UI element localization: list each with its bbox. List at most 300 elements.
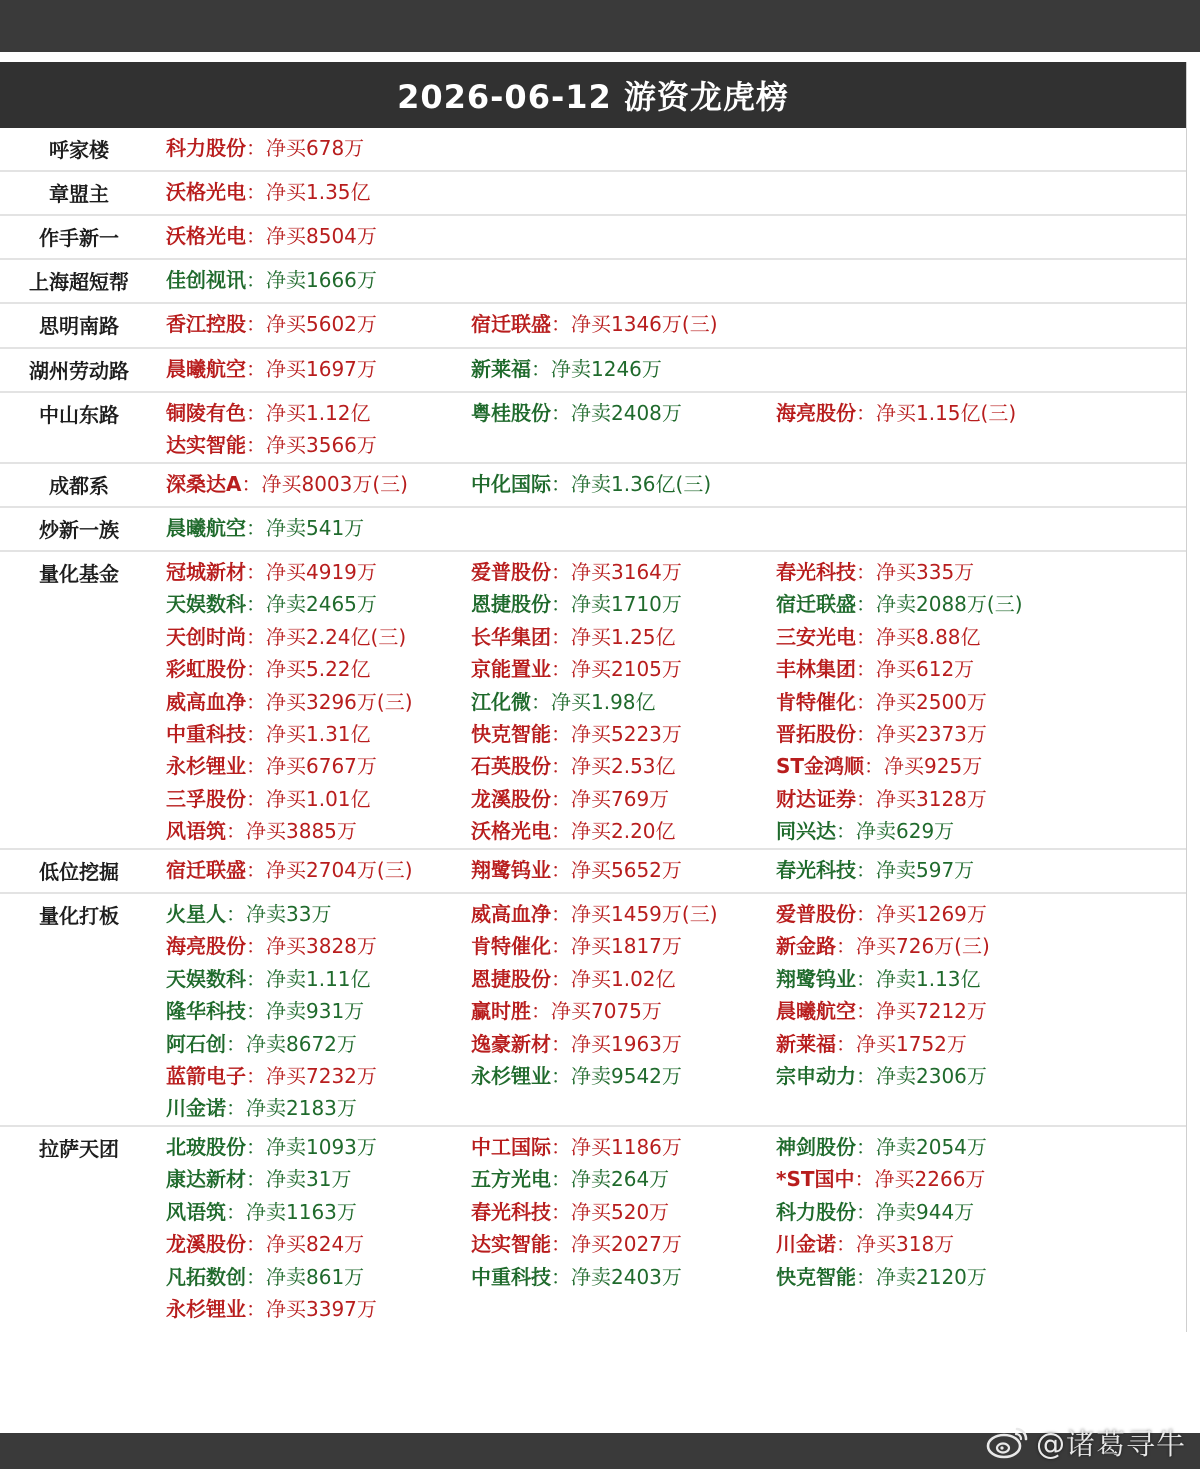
net-amount: 净卖2465万 — [266, 592, 377, 617]
net-amount: 净买8003万(三) — [261, 472, 408, 496]
stock-name: 快克智能 — [471, 722, 551, 747]
net-amount: 净卖8672万 — [246, 1031, 357, 1056]
net-amount: 净买1269万 — [876, 902, 987, 926]
colon-separator: ： — [246, 516, 266, 540]
colon-separator: ： — [551, 560, 571, 584]
trade-item — [776, 1196, 1081, 1228]
stock-name: 宿迁联盛 — [776, 592, 856, 617]
trade-item — [776, 686, 1081, 718]
colon-separator: ： — [226, 1199, 246, 1224]
stock-name: 赢时胜 — [471, 999, 531, 1024]
trader-label: 湖州劳动路 — [29, 359, 129, 383]
stock-name: 沃格光电 — [166, 224, 246, 248]
trade-item — [471, 653, 776, 685]
colon-separator: ： — [856, 966, 876, 991]
trade-item — [471, 1261, 776, 1293]
stock-name: 龙溪股份 — [166, 1232, 246, 1257]
trade-item — [166, 1028, 471, 1060]
colon-separator: ： — [551, 1264, 571, 1289]
colon-separator: ： — [246, 433, 266, 458]
colon-separator: ： — [551, 401, 571, 425]
net-amount: 净卖1163万 — [246, 1199, 357, 1224]
stock-name: ST金鸿顺 — [776, 754, 865, 779]
colon-separator: ： — [551, 624, 571, 649]
net-amount: 净买5602万 — [266, 312, 377, 336]
page-title: 2026-06-12 游资龙虎榜 — [0, 62, 1186, 128]
stock-name: 威高血净 — [471, 902, 551, 926]
trader-label: 章盟主 — [49, 182, 109, 206]
trade-item — [166, 132, 471, 164]
top-status-bar — [0, 0, 1200, 52]
net-amount: 净买5.22亿 — [266, 657, 371, 682]
net-amount: 净买2027万 — [571, 1232, 682, 1257]
trade-list — [158, 132, 1186, 170]
net-amount: 净卖2403万 — [571, 1264, 682, 1289]
trade-item — [776, 588, 1081, 620]
colon-separator: ： — [856, 722, 876, 747]
colon-separator: ： — [551, 1199, 571, 1224]
trade-item — [776, 783, 1081, 815]
stock-name: 春光科技 — [471, 1199, 551, 1224]
colon-separator: ： — [551, 934, 571, 959]
trader-row — [0, 172, 1186, 216]
trader-row — [0, 1127, 1186, 1328]
colon-separator: ： — [246, 858, 266, 882]
colon-separator: ： — [551, 754, 571, 779]
stock-name: 春光科技 — [776, 560, 856, 584]
net-amount: 净买1459万(三) — [571, 902, 718, 926]
net-amount: 净卖2120万 — [876, 1264, 987, 1289]
dragon-tiger-list-sheet — [0, 62, 1187, 1332]
colon-separator: ： — [246, 1064, 266, 1089]
trader-row — [0, 850, 1186, 894]
watermark-text: @诸葛寻牛 — [1035, 1426, 1186, 1461]
net-amount: 净买520万 — [571, 1199, 670, 1224]
stock-name: 川金诺 — [166, 1096, 226, 1121]
net-amount: 净买1.12亿 — [266, 401, 371, 425]
stock-name: 江化微 — [471, 689, 531, 714]
colon-separator: ： — [551, 786, 571, 811]
net-amount: 净买3296万(三) — [266, 689, 413, 714]
stock-name: 晨曦航空 — [776, 999, 856, 1024]
net-amount: 净买1346万(三) — [571, 312, 718, 336]
colon-separator: ： — [246, 180, 266, 204]
net-amount: 净卖597万 — [876, 858, 975, 882]
trade-list — [158, 556, 1186, 848]
net-amount: 净卖2408万 — [571, 401, 682, 425]
stock-name: 新莱福 — [471, 357, 531, 381]
trade-item — [471, 750, 776, 782]
net-amount: 净卖1710万 — [571, 592, 682, 617]
trade-item — [776, 898, 1081, 930]
net-amount: 净买2373万 — [876, 722, 987, 747]
trade-item — [166, 1293, 471, 1325]
stock-name: 春光科技 — [776, 858, 856, 882]
colon-separator: ： — [241, 472, 262, 496]
trade-item — [166, 621, 471, 653]
net-amount: 净买7212万 — [876, 999, 987, 1024]
net-amount: 净买769万 — [571, 786, 670, 811]
trade-item — [166, 963, 471, 995]
trade-item — [776, 815, 1081, 847]
trade-item — [166, 1131, 471, 1163]
net-amount: 净卖1.13亿 — [876, 966, 981, 991]
trade-item — [166, 898, 471, 930]
colon-separator: ： — [246, 624, 266, 649]
net-amount: 净买824万 — [266, 1232, 365, 1257]
trade-item — [471, 621, 776, 653]
trade-item — [166, 588, 471, 620]
trader-label: 呼家楼 — [49, 138, 109, 162]
trader-label: 炒新一族 — [39, 518, 119, 542]
trader-row — [0, 552, 1186, 850]
colon-separator: ： — [551, 1135, 571, 1159]
net-amount: 净买1.98亿 — [551, 689, 656, 714]
trader-row — [0, 128, 1186, 172]
colon-separator: ： — [551, 819, 571, 844]
trade-item — [471, 1163, 776, 1195]
net-amount: 净卖9542万 — [571, 1064, 682, 1089]
trade-item — [471, 468, 776, 500]
stock-name: 石英股份 — [471, 754, 551, 779]
colon-separator: ： — [246, 401, 266, 425]
trade-item — [166, 353, 471, 385]
stock-name: 龙溪股份 — [471, 786, 551, 811]
colon-separator: ： — [226, 1031, 246, 1056]
colon-separator: ： — [246, 224, 266, 248]
stock-name: 北玻股份 — [166, 1135, 246, 1159]
colon-separator: ： — [226, 1096, 246, 1121]
trade-item — [471, 1060, 776, 1092]
colon-separator: ： — [836, 819, 856, 844]
trader-row — [0, 216, 1186, 260]
net-amount: 净买726万(三) — [856, 934, 990, 959]
colon-separator: ： — [226, 819, 246, 844]
net-amount: 净卖931万 — [266, 999, 365, 1024]
trade-item — [471, 588, 776, 620]
trade-item — [776, 621, 1081, 653]
colon-separator: ： — [551, 966, 571, 991]
stock-name: 永杉锂业 — [166, 754, 246, 779]
trade-list — [158, 308, 1186, 347]
net-amount: 净买1963万 — [571, 1031, 682, 1056]
trade-item — [471, 898, 776, 930]
net-amount: 净买3828万 — [266, 934, 377, 959]
trade-item — [471, 1131, 776, 1163]
colon-separator: ： — [856, 1064, 876, 1089]
trade-item — [776, 995, 1081, 1027]
net-amount: 净买2105万 — [571, 657, 682, 682]
net-amount: 净买2500万 — [876, 689, 987, 714]
trade-item — [776, 1163, 1081, 1195]
colon-separator: ： — [551, 1232, 571, 1257]
net-amount: 净买3128万 — [876, 786, 987, 811]
net-amount: 净卖264万 — [571, 1167, 670, 1192]
stock-name: 宗申动力 — [776, 1064, 856, 1089]
colon-separator: ： — [246, 136, 266, 160]
trade-item — [776, 397, 1081, 429]
colon-separator: ： — [246, 966, 266, 991]
stock-name: 科力股份 — [776, 1199, 856, 1224]
colon-separator: ： — [531, 357, 551, 381]
colon-separator: ： — [836, 1031, 856, 1056]
stock-name: 天创时尚 — [166, 624, 246, 649]
colon-separator: ： — [551, 312, 571, 336]
colon-separator: ： — [551, 1064, 571, 1089]
trade-item — [166, 930, 471, 962]
trade-list — [158, 176, 1186, 214]
stock-name: 沃格光电 — [166, 180, 246, 204]
stock-name: 天娱数科 — [166, 592, 246, 617]
stock-name: 爱普股份 — [776, 902, 856, 926]
net-amount: 净买335万 — [876, 560, 975, 584]
trade-item — [471, 815, 776, 847]
stock-name: 阿石创 — [166, 1031, 226, 1056]
stock-name: 蓝箭电子 — [166, 1064, 246, 1089]
stock-name: 三孚股份 — [166, 786, 246, 811]
colon-separator: ： — [246, 1135, 266, 1159]
trader-row — [0, 304, 1186, 349]
stock-name: 凡拓数创 — [166, 1264, 246, 1289]
colon-separator: ： — [246, 1232, 266, 1257]
stock-name: 翔鹭钨业 — [776, 966, 856, 991]
trade-item — [776, 1228, 1081, 1260]
stock-name: 宿迁联盛 — [166, 858, 246, 882]
colon-separator: ： — [856, 858, 876, 882]
net-amount: 净买5652万 — [571, 858, 682, 882]
stock-name: 海亮股份 — [166, 934, 246, 959]
trader-label: 上海超短帮 — [29, 270, 129, 294]
trade-item — [166, 176, 471, 208]
net-amount: 净买2704万(三) — [266, 858, 413, 882]
net-amount: 净买6767万 — [266, 754, 377, 779]
colon-separator: ： — [246, 722, 266, 747]
net-amount: 净买8504万 — [266, 224, 377, 248]
trade-item — [166, 854, 471, 886]
net-amount: 净买1.15亿(三) — [876, 401, 1017, 425]
stock-name: 新莱福 — [776, 1031, 836, 1056]
trader-label: 量化基金 — [39, 562, 119, 586]
trade-item — [776, 854, 1081, 886]
stock-name: 京能置业 — [471, 657, 551, 682]
trade-item — [166, 220, 471, 252]
colon-separator: ： — [864, 754, 885, 779]
trade-item — [471, 1028, 776, 1060]
net-amount: 净买5223万 — [571, 722, 682, 747]
trade-item — [166, 512, 471, 544]
colon-separator: ： — [246, 592, 266, 617]
trade-list — [158, 512, 1186, 550]
net-amount: 净买1697万 — [266, 357, 377, 381]
colon-separator: ： — [856, 592, 876, 617]
trade-item — [166, 995, 471, 1027]
net-amount: 净买1817万 — [571, 934, 682, 959]
trader-label: 低位挖掘 — [39, 860, 119, 884]
stock-name: 铜陵有色 — [166, 401, 246, 425]
net-amount: 净卖2054万 — [876, 1135, 987, 1159]
trade-item — [471, 783, 776, 815]
colon-separator: ： — [246, 1167, 266, 1192]
colon-separator: ： — [836, 1232, 856, 1257]
trade-item — [471, 353, 776, 385]
trade-item — [166, 653, 471, 685]
stock-name: 康达新材 — [166, 1167, 246, 1192]
stock-name: 粤桂股份 — [471, 401, 551, 425]
trade-list — [158, 468, 1186, 506]
trade-item — [166, 468, 471, 500]
trader-row — [0, 508, 1186, 552]
colon-separator: ： — [246, 312, 266, 336]
trade-item — [471, 1196, 776, 1228]
stock-name: 火星人 — [166, 902, 226, 926]
trader-label: 中山东路 — [39, 403, 119, 427]
colon-separator: ： — [246, 999, 266, 1024]
net-amount: 净买678万 — [266, 136, 365, 160]
trade-item — [776, 556, 1081, 588]
stock-name: 威高血净 — [166, 689, 246, 714]
stock-name: 川金诺 — [776, 1232, 836, 1257]
stock-name: 沃格光电 — [471, 819, 551, 844]
colon-separator: ： — [854, 1167, 875, 1192]
stock-name: 风语筑 — [166, 819, 226, 844]
colon-separator: ： — [856, 1199, 876, 1224]
colon-separator: ： — [856, 624, 876, 649]
stock-name: 达实智能 — [166, 433, 246, 458]
colon-separator: ： — [531, 689, 551, 714]
trade-item — [471, 397, 776, 429]
stock-name: 佳创视讯 — [166, 268, 246, 292]
stock-name: 新金路 — [776, 934, 836, 959]
colon-separator: ： — [856, 1264, 876, 1289]
net-amount: 净买3164万 — [571, 560, 682, 584]
colon-separator: ： — [246, 786, 266, 811]
net-amount: 净卖1246万 — [551, 357, 662, 381]
trade-item — [471, 308, 776, 340]
trade-item — [471, 995, 776, 1027]
stock-name: 翔鹭钨业 — [471, 858, 551, 882]
net-amount: 净卖944万 — [876, 1199, 975, 1224]
stock-name: 海亮股份 — [776, 401, 856, 425]
colon-separator: ： — [856, 401, 876, 425]
trade-item — [166, 815, 471, 847]
colon-separator: ： — [551, 1167, 571, 1192]
weibo-logo-icon — [984, 1425, 1030, 1459]
trade-item — [166, 1163, 471, 1195]
trade-item — [776, 1131, 1081, 1163]
net-amount: 净卖31万 — [266, 1167, 352, 1192]
stock-name: 恩捷股份 — [471, 966, 551, 991]
stock-name: 快克智能 — [776, 1264, 856, 1289]
trader-label: 思明南路 — [39, 314, 119, 338]
net-amount: 净买318万 — [856, 1232, 955, 1257]
trade-item — [166, 264, 471, 296]
net-amount: 净买1.01亿 — [266, 786, 371, 811]
trade-item — [776, 963, 1081, 995]
trader-row — [0, 393, 1186, 464]
watermark — [984, 1420, 1186, 1464]
colon-separator: ： — [856, 560, 876, 584]
stock-name: 中工国际 — [471, 1135, 551, 1159]
trader-rows — [0, 128, 1186, 1328]
net-amount: 净卖33万 — [246, 902, 332, 926]
trade-item — [166, 718, 471, 750]
colon-separator: ： — [856, 999, 876, 1024]
colon-separator: ： — [551, 657, 571, 682]
trader-row — [0, 894, 1186, 1127]
net-amount: 净卖1.11亿 — [266, 966, 371, 991]
net-amount: 净买925万 — [884, 754, 983, 779]
trade-item — [471, 556, 776, 588]
trade-item — [471, 686, 776, 718]
colon-separator: ： — [246, 1264, 266, 1289]
net-amount: 净卖2183万 — [246, 1096, 357, 1121]
stock-name: 中重科技 — [166, 722, 246, 747]
colon-separator: ： — [246, 357, 266, 381]
trade-item — [471, 1228, 776, 1260]
stock-name: 永杉锂业 — [166, 1297, 246, 1322]
stock-name: 肯特催化 — [471, 934, 551, 959]
trade-item — [166, 686, 471, 718]
trade-list — [158, 220, 1186, 258]
trade-item — [471, 963, 776, 995]
stock-name: 天娱数科 — [166, 966, 246, 991]
trader-label: 拉萨天团 — [39, 1137, 119, 1161]
stock-name: *ST国中 — [776, 1167, 855, 1192]
stock-name: 丰林集团 — [776, 657, 856, 682]
net-amount: 净买1.25亿 — [571, 624, 676, 649]
stock-name: 香江控股 — [166, 312, 246, 336]
net-amount: 净卖1.36亿(三) — [571, 472, 712, 496]
net-amount: 净买1.31亿 — [266, 722, 371, 747]
net-amount: 净买1.35亿 — [266, 180, 371, 204]
trade-item — [166, 1196, 471, 1228]
trade-item — [166, 1060, 471, 1092]
trader-label: 量化打板 — [39, 904, 119, 928]
trader-row — [0, 349, 1186, 393]
colon-separator: ： — [246, 934, 266, 959]
net-amount: 净买612万 — [876, 657, 975, 682]
colon-separator: ： — [551, 472, 571, 496]
trade-item — [776, 750, 1081, 782]
net-amount: 净买3397万 — [266, 1297, 377, 1322]
net-amount: 净买1.02亿 — [571, 966, 676, 991]
stock-name: 同兴达 — [776, 819, 836, 844]
colon-separator: ： — [856, 689, 876, 714]
trade-item — [166, 750, 471, 782]
net-amount: 净卖1666万 — [266, 268, 377, 292]
trade-list — [158, 854, 1186, 892]
colon-separator: ： — [246, 657, 266, 682]
trade-item — [776, 1028, 1081, 1060]
stock-name: 神剑股份 — [776, 1135, 856, 1159]
stock-name: 科力股份 — [166, 136, 246, 160]
stock-name: 冠城新材 — [166, 560, 246, 584]
trade-list — [158, 898, 1186, 1125]
colon-separator: ： — [246, 754, 266, 779]
trade-item — [166, 429, 471, 461]
trade-list — [158, 1131, 1186, 1328]
trade-item — [166, 308, 471, 340]
net-amount: 净买1752万 — [856, 1031, 967, 1056]
trade-item — [471, 718, 776, 750]
stock-name: 宿迁联盛 — [471, 312, 551, 336]
net-amount: 净买2.53亿 — [571, 754, 676, 779]
stock-name: 隆华科技 — [166, 999, 246, 1024]
trader-label: 成都系 — [49, 474, 109, 498]
net-amount: 净买7075万 — [551, 999, 662, 1024]
net-amount: 净买7232万 — [266, 1064, 377, 1089]
trade-list — [158, 397, 1186, 462]
